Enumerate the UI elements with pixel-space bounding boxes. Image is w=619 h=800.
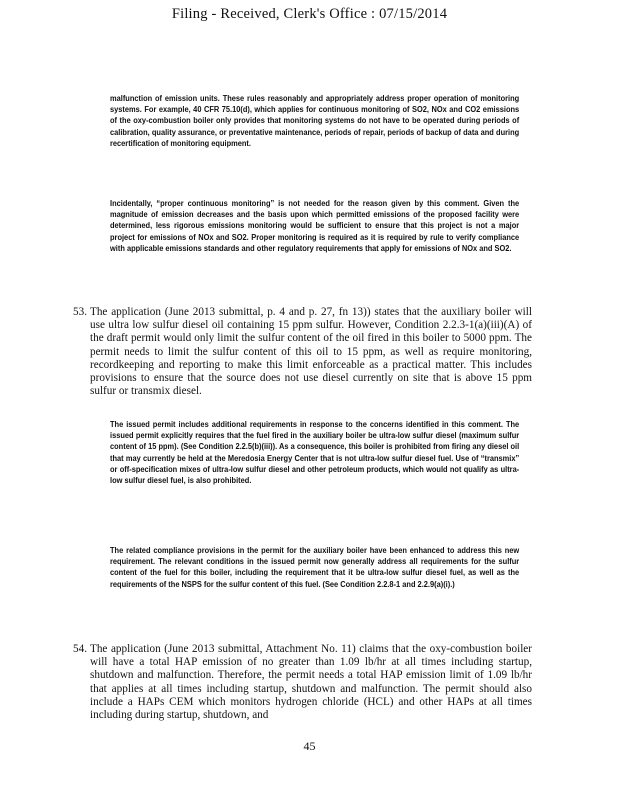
comment-text: The application (June 2013 submittal, p. 4 and p. 27, fn 13)) states that the auxiliary boiler will use ultra low sulfur diesel oil containing 15 ppm sulfur. However, Condition 2.2.3-1(a)(iii)(A) of the draft permit would only limit the sulfur content of the oil fired in this boiler to 5000 ppm. The permit needs to limit the sulfur content of this oil to 15 ppm, as well as require monitoring, recordkeeping and reporting to make this limit enforceable as a practical matter. This includes provisions to ensure that the source does not use diesel currently on site that is above 15 ppm sulfur or transmix diesel. — [90, 306, 532, 398]
page-number: 45 — [303, 739, 316, 753]
response-paragraph: Incidentally, “proper continuous monitoring” is not needed for the reason given by this comment. Given the magnitude of emission decreases and the basis upon which permitted emissions of the proposed facility were determined, less rigorous emissions monitoring would be sufficient to ensure that this project is not a major project for emissions of NOx and SO2. Proper monitoring is required as it is required by rule to verify compliance with applicable emissions standards and other regulatory requirements that apply for emissions of NOx and SO2. — [110, 199, 520, 253]
comment-number: 53. — [73, 306, 87, 318]
comment-number: 54. — [73, 643, 87, 655]
comment-text: The application (June 2013 submittal, Attachment No. 11) claims that the oxy-combustion boiler will have a total HAP emission of no greater than 1.09 lb/hr at all times including startup, shutdown and malfunction. Therefore, the permit needs a total HAP emission limit of 1.09 lb/hr that applies at all times including startup, shutdown and malfunction. The permit should also include a HAPs CEM which monitors hydrogen chloride (HCL) and other HAPs at all times including during startup, shutdown, and — [90, 643, 532, 722]
response-paragraph: The related compliance provisions in the permit for the auxiliary boiler have been enhanced to address this new requirement. The relevant conditions in the issued permit now generally address all requirements for the sulfur content of the fuel for this boiler, including the requirement that it be ultra-low sulfur diesel fuel, as well as the requirements of the NSPS for the sulfur content of this fuel. (See Condition 2.2.8-1 and 2.2.9(a)(i).) — [110, 546, 520, 589]
filing-stamp-header: Filing - Received, Clerk's Office : 07/15/2014 — [171, 6, 448, 22]
response-paragraph: The issued permit includes additional requirements in response to the concerns identified in this comment. The issued permit explicitly requires that the fuel fired in the auxiliary boiler be ultra-low sulfur diesel (maximum sulfur content of 15 ppm). (See Condition 2.2.5(b)(iii)). As a consequence, this boiler is prohibited from firing any diesel oil that may currently be held at the Meredosia Energy Center that is not ultra-low sulfur diesel fuel. Use of “transmix” or off-specification mixes of ultra-low sulfur diesel and other petroleum products, which would not qualify as ultra-low sulfur diesel fuel, is also prohibited. — [110, 420, 520, 486]
response-paragraph: malfunction of emission units. These rules reasonably and appropriately address proper operation of monitoring systems. For example, 40 CFR 75.10(d), which applies for continuous monitoring of SO2, NOx and CO2 emissions of the oxy-combustion boiler only provides that monitoring systems do not have to be operated during periods of calibration, quality assurance, or preventative maintenance, periods of repair, periods of backup of data and during recertification of monitoring equipment. — [110, 94, 520, 148]
